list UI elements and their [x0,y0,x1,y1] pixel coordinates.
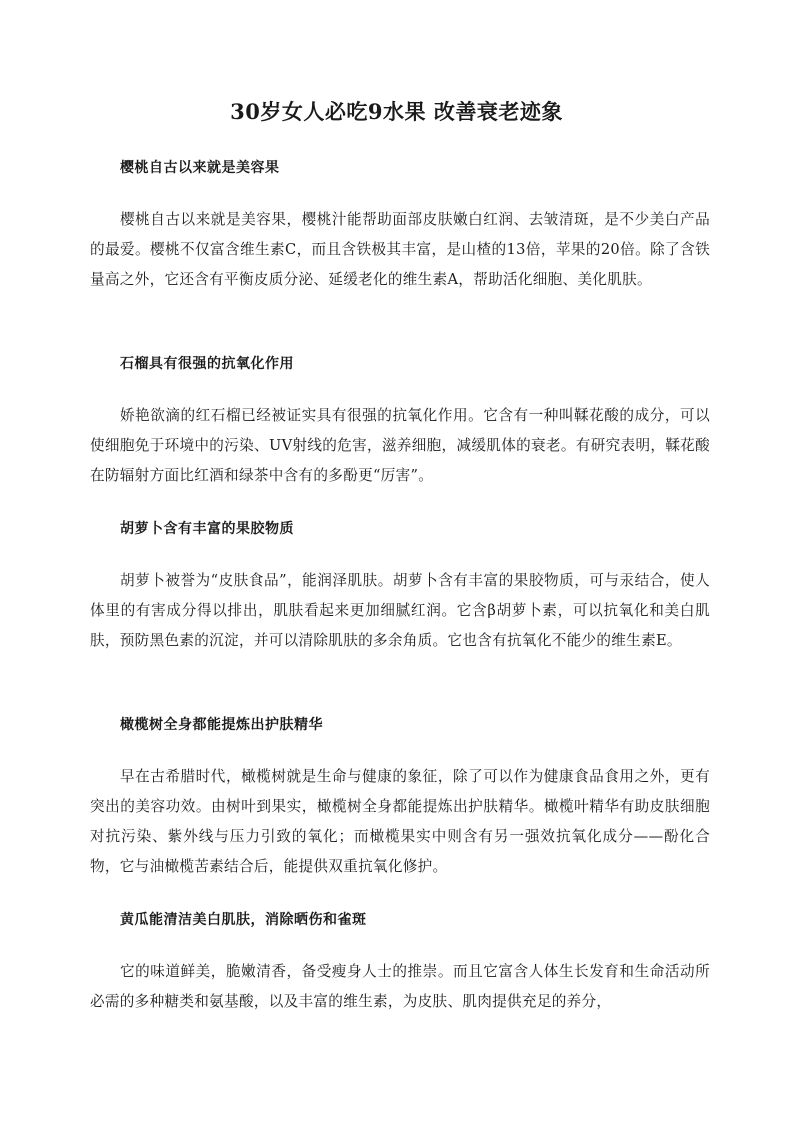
section-heading: 胡萝卜含有丰富的果胶物质 [120,521,294,537]
section-body: 樱桃自古以来就是美容果，樱桃汁能帮助面部皮肤嫩白红润、去皱清斑，是不少美白产品的最爱。樱桃不仅富含维生素C，而且含铁极其丰富，是山楂的13倍，苹果的20倍。除了含铁量高之外，它还含有平衡皮质分泌、延缓老化的维生素A，帮助活化细胞、美化肌肤。 [90,211,710,288]
section-heading: 石榴具有很强的抗氧化作用 [120,356,294,372]
section-body: 它的味道鲜美，脆嫩清香，备受瘦身人士的推崇。而且它富含人体生长发育和生命活动所必需的多种糖类和氨基酸，以及丰富的维生素，为皮肤、肌肉提供充足的养分， [90,963,710,1010]
section-olive [90,713,710,882]
section-cucumber [90,908,710,1017]
section-pomegranate [90,352,710,491]
section-body: 娇艳欲滴的红石榴已经被证实具有很强的抗氧化作用。它含有一种叫鞣花酸的成分，可以使细胞免于环境中的污染、UV射线的危害，滋养细胞，减缓肌体的衰老。有研究表明，鞣花酸在防辐射方面比红酒和绿茶中含有的多酚更“厉害”。 [90,407,710,484]
section-body: 早在古希腊时代，橄榄树就是生命与健康的象征，除了可以作为健康食品食用之外，更有突出的美容功效。由树叶到果实，橄榄树全身都能提炼出护肤精华。橄榄叶精华有助皮肤细胞对抗污染、紫外线与压力引致的氧化；而橄榄果实中则含有另一强效抗氧化成分——酚化合物，它与油橄榄苦素结合后，能提供双重抗氧化修护。 [90,768,710,875]
section-heading: 樱桃自古以来就是美容果 [120,160,280,176]
section-carrot [90,517,710,656]
document-title: 30岁女人必吃9水果 改善衰老迹象 [230,99,563,124]
section-heading: 橄榄树全身都能提炼出护肤精华 [120,717,323,733]
section-body: 胡萝卜被誉为“皮肤食品”，能润泽肌肤。胡萝卜含有丰富的果胶物质，可与汞结合，使人体里的有害成分得以排出，肌肤看起来更加细腻红润。它含β胡萝卜素，可以抗氧化和美白肌肤，预防黑色素的沉淀，并可以清除肌肤的多余角质。它也含有抗氧化不能少的维生素E。 [90,572,710,649]
section-cherry [90,156,710,295]
section-heading: 黄瓜能清洁美白肌肤，消除晒伤和雀斑 [120,912,367,928]
